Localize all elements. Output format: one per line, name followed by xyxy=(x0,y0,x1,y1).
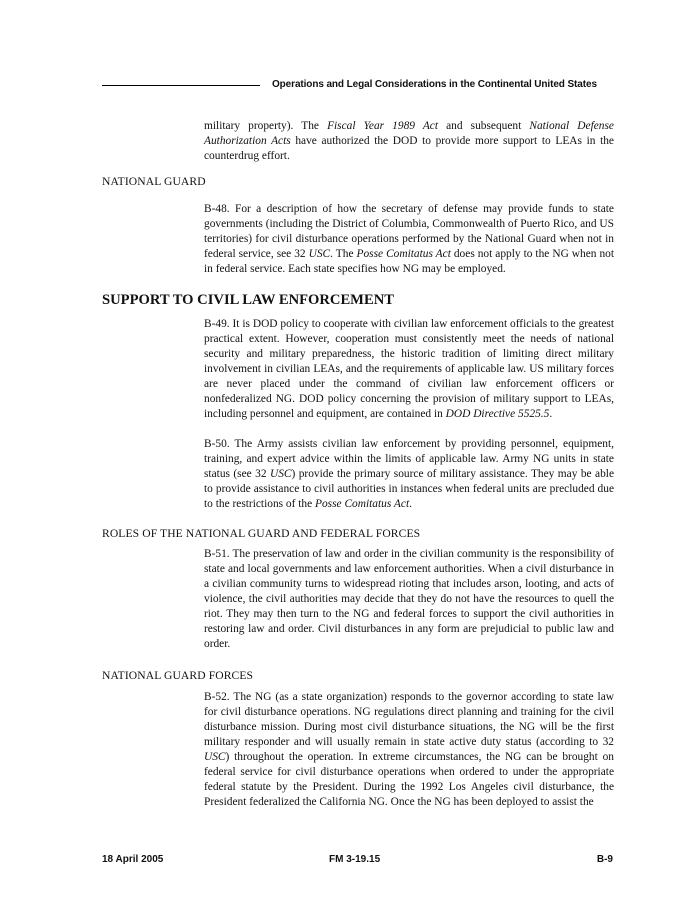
footer-manual-number: FM 3-19.15 xyxy=(329,854,381,865)
b49-text-1: B-49. It is DOD policy to cooperate with civilian law enforcement officials to the greatest practical extent. However, cooperation must consistently meet the needs of national security and military preparedness, the historic tradition of limiting direct military involvement in civilian LEAs, and the requirements of applicable law. US military forces are never placed under the command of civilian law enforcement officers or nonfederalized NG. DOD policy concerning the provision of military support to LEAs, including personnel and equipment, are contained in xyxy=(204,318,614,420)
intro-text-2: and subsequent xyxy=(438,120,530,132)
b50-citation-2: Posse Comitatus Act xyxy=(315,498,410,510)
intro-citation-1: Fiscal Year 1989 Act xyxy=(327,120,439,132)
b50-text-2: ) provide the primary source of military assistance. They may be able to provide assistance to civil authorities in instances when federal units are precluded due to the restrictions of the xyxy=(204,468,614,510)
b49-citation-1: DOD Directive 5525.5 xyxy=(445,408,550,420)
intro-text-1: military property). The xyxy=(204,120,328,132)
paragraph-b49 xyxy=(204,317,614,422)
b52-text-1: B-52. The NG (as a state organization) responds to the governor according to state law for civil disturbance operations. NG regulations direct planning and training for the civil disturbance mission. During most civil disturbance situations, the NG will be the first military responder and will usually remain in state active duty status (according to 32 xyxy=(204,691,614,748)
intro-text-3: have authorized the DOD to provide more support to LEAs in the counterdrug effort. xyxy=(204,135,614,162)
b49-text-2: . xyxy=(549,408,553,420)
footer-page-number: B-9 xyxy=(596,854,613,865)
b48-text-2: . The xyxy=(330,248,357,260)
b50-text-3: . xyxy=(409,498,412,510)
heading-support-civil-law: SUPPORT TO CIVIL LAW ENFORCEMENT xyxy=(102,292,394,308)
heading-national-guard: NATIONAL GUARD xyxy=(102,175,206,188)
heading-roles: ROLES OF THE NATIONAL GUARD AND FEDERAL FORCES xyxy=(102,527,421,540)
paragraph-b50 xyxy=(204,437,614,512)
paragraph-b52 xyxy=(204,690,614,810)
b48-citation-2: Posse Comitatus Act xyxy=(356,248,451,260)
running-header-title: Operations and Legal Considerations in the Continental United States xyxy=(272,79,597,90)
header-rule xyxy=(102,85,260,86)
b48-text-1: B-48. For a description of how the secretary of defense may provide funds to state governments (including the District of Columbia, Commonwealth of Puerto Rico, and US territories) for civil disturbance operations performed by the National Guard when not in federal service, see 32 xyxy=(204,203,614,260)
b48-citation-1: USC xyxy=(308,248,331,260)
b51-text: B-51. The preservation of law and order in the civilian community is the responsibility of state and local governments and law enforcement authorities. When a civil disturbance in a civilian community turns to widespread rioting that includes arson, looting, and acts of violence, the civil authorities may decide that they do not have the resources to quell the riot. They may then turn to the NG and federal forces to support the civil authorities in restoring law and order. Civil disturbances in any form are prejudicial to public law and order. xyxy=(204,548,614,650)
intro-citation-2: National Defense Authorization Acts xyxy=(204,120,614,147)
paragraph-b51 xyxy=(204,547,614,652)
footer-date: 18 April 2005 xyxy=(102,854,164,865)
b52-text-2: ) throughout the operation. In extreme circumstances, the NG can be brought on federal service for civil disturbance operations when ordered to under the appropriate federal statute by the President. During the 1992 Los Angeles civil disturbance, the President federalized the California NG. Once the NG has been deployed to assist the xyxy=(204,751,614,808)
b52-citation-1: USC xyxy=(204,751,226,763)
intro-paragraph xyxy=(204,119,614,164)
b48-text-3: does not apply to the NG when not in federal service. Each state specifies how NG may be employed. xyxy=(204,248,615,275)
paragraph-b48 xyxy=(204,202,614,277)
heading-ng-forces: NATIONAL GUARD FORCES xyxy=(102,669,254,682)
b50-text-1: B-50. The Army assists civilian law enforcement by providing personnel, equipment, training, and expert advice within the limits of applicable law. Army NG units in state status (see 32 xyxy=(204,438,614,480)
b50-citation-1: USC xyxy=(269,468,292,480)
